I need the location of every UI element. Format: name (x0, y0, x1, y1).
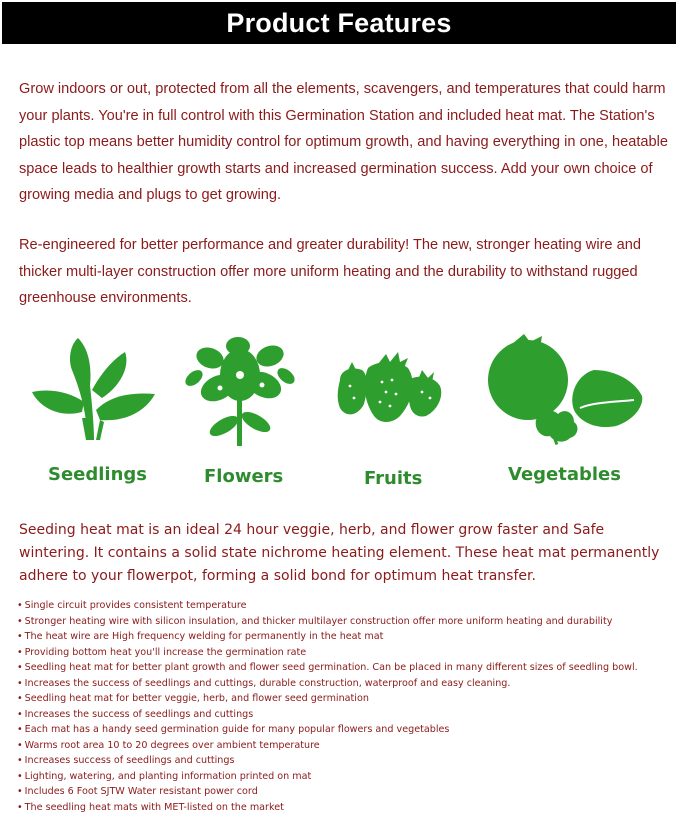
header-banner (2, 2, 676, 44)
tomato-icon (484, 330, 649, 485)
list-item: • Includes 6 Foot SJTW Water resistant power cord (17, 784, 672, 800)
category-label-flowers: Flowers (204, 466, 284, 487)
intro-paragraph-1: Grow indoors or out, protected from all the elements, scavengers, and temperatures that could harm your plants. You're in full control with this Germination Station and included heat mat. The Station's plastic top means better humidity control for optimum growth, and having everything in one, heatable space leads to healthier growth starts and increased germination success. Add your own choice of growing media and plugs to get growing. (19, 81, 668, 203)
category-label-seedlings: Seedlings (48, 464, 148, 485)
list-item: • Increases success of seedlings and cuttings (17, 753, 672, 769)
list-item: • The seedling heat mats with MET-listed on the market (17, 800, 672, 816)
list-item: • Warms root area 10 to 20 degrees over ambient temperature (17, 738, 672, 754)
description-paragraph: Seeding heat mat is an ideal 24 hour veggie, herb, and flower grow faster and Safe wintering. It contains a solid state nichrome heating element. These heat mat permanently adhere to your flowerpot, forming a solid bond for optimum heat transfer. (19, 522, 660, 584)
list-item: • Single circuit provides consistent temperature (17, 598, 672, 614)
category-icons (0, 330, 679, 500)
list-item: • Increases the success of seedlings and cuttings (17, 707, 672, 723)
flower-icon (180, 330, 300, 487)
list-item: • Stronger heating wire with silicon insulation, and thicker multilayer construction offer more uniform heating and durability (17, 614, 672, 630)
list-item: • Providing bottom heat you'll increase the germination rate (17, 645, 672, 661)
intro-paragraph-2: Re-engineered for better performance and greater durability! The new, stronger heating wire and thicker multi-layer construction offer more uniform heating and the durability to withstand rugged greenhouse environments. (19, 237, 641, 306)
feature-bullet-list (17, 598, 672, 815)
category-label-fruits: Fruits (364, 468, 423, 489)
list-item: • Each mat has a handy seed germination guide for many popular flowers and vegetables (17, 722, 672, 738)
category-label-vegetables: Vegetables (508, 464, 621, 485)
list-item: • Increases the success of seedlings and cuttings, durable construction, waterproof and easy cleaning. (17, 676, 672, 692)
seedling-icon (30, 330, 160, 485)
list-item: • Seedling heat mat for better veggie, herb, and flower seed germination (17, 691, 672, 707)
list-item: • Lighting, watering, and planting information printed on mat (17, 769, 672, 785)
strawberry-icon (334, 330, 454, 489)
list-item: • Seedling heat mat for better plant growth and flower seed germination. Can be placed in many different sizes of seedling bowl. (17, 660, 672, 676)
list-item: • The heat wire are High frequency welding for permanently in the heat mat (17, 629, 672, 645)
page-title: Product Features (226, 7, 452, 38)
